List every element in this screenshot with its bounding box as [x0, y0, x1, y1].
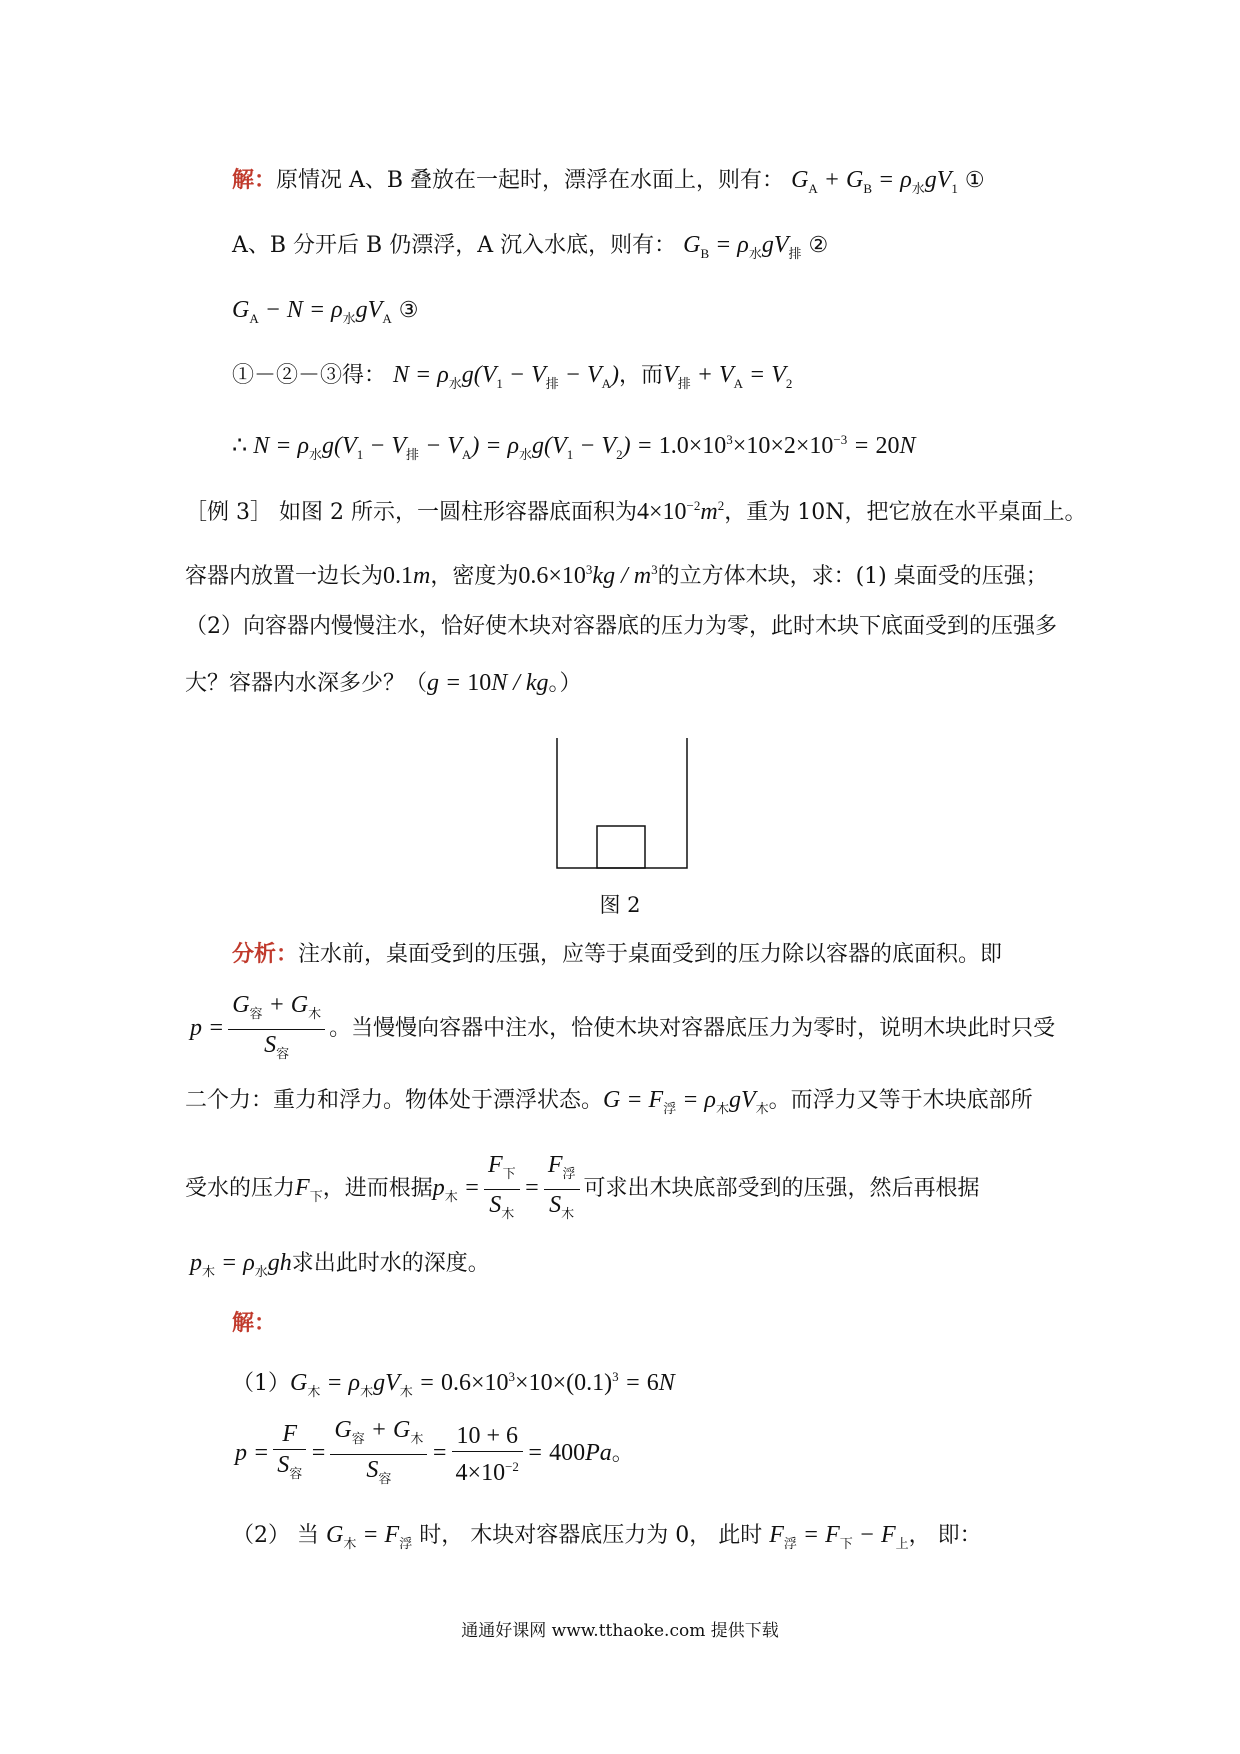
- equation-3: $G_A - N = \rho_水gV_A$: [232, 297, 392, 326]
- solution2-pressure-eq: p = $\frac{F}{S_容}$ = $\frac{G_容 + G_木}{S_容}$ = $\frac{10 + 6}{4\times 10^{-2}}$ = 400Pa: [235, 1417, 612, 1486]
- solution2-text-3c: ， 即：: [908, 1523, 982, 1548]
- equation-2: $G_B = \rho_水gV_排$: [683, 232, 802, 261]
- example-3-text-2b: ，密度为: [430, 564, 519, 589]
- analysis-text-1: 注水前，桌面受到的压强，应等于桌面受到的压力除以容器的底面积。即: [298, 942, 1003, 967]
- equation-4b: $V_排 + V_A = V_2$: [663, 362, 793, 391]
- example-3-line-4: [185, 668, 582, 699]
- analysis-line-3: [185, 1085, 1033, 1124]
- example-3-g: g = 10N / kg: [427, 670, 549, 696]
- analysis-text-3a: 二个力：重力和浮力。物体处于漂浮状态。: [185, 1088, 604, 1113]
- solution2-label-line: [232, 1308, 276, 1339]
- analysis-text-4b: ，进而根据: [322, 1175, 433, 1201]
- example-3-density: $0.6\times 10^3kg / m^3$: [518, 562, 658, 589]
- solution-text-4b: ，而: [619, 363, 664, 388]
- solution-line-3: $G_A - N = \rho_水gV_A$ ③: [232, 297, 419, 326]
- example-3-text-1a: ［例 3］ 如图 2 所示，一圆柱形容器底面积为: [185, 500, 637, 525]
- analysis-label: 分析：: [232, 941, 299, 967]
- solution2-line-1: [232, 1362, 675, 1407]
- analysis-formula-pwood: $p_木$ = $\frac{F_下}{S_木}$ = $\frac{F_浮}{S_木}$: [433, 1175, 584, 1201]
- example-3-length: 0.1m: [383, 563, 431, 589]
- example-3-line-1: [185, 491, 1086, 528]
- analysis-line-2: [190, 990, 1055, 1069]
- solution2-cond: $G_木 = F_浮$: [326, 1522, 413, 1551]
- solution-text-4: ①－②－③得：: [232, 363, 387, 388]
- example-3-text-2c: 的立方体木块，求：(1) 桌面受的压强；: [657, 564, 1048, 589]
- solution2-text-3a: （2） 当: [232, 1523, 319, 1548]
- example-3-line-3: [185, 612, 1057, 642]
- solution-line-1: 解：原情况 A、B 叠放在一起时，漂浮在水面上，则有： $G_A + G_B = \rho_水gV_1$ ①: [232, 167, 985, 196]
- solution2-text-3b: 时， 木块对容器底压力为 0， 此时: [419, 1523, 763, 1548]
- analysis-text-3b: 。而浮力又等于木块底部所: [768, 1088, 1033, 1113]
- analysis-line-4: [185, 1150, 980, 1229]
- example-3-line-2: [185, 555, 1048, 592]
- analysis-formula-g: $G = F_浮 = \rho_木gV_木$: [603, 1087, 769, 1116]
- solution-label: 解：: [232, 167, 277, 193]
- equation-5: ∴ $N = \rho_水g(V_1 - V_排 - V_A) = \rho_水g(V_1 - V_2) = 1.0\times 10^3\times 10\times 2\times 10^{-3} = 20N$: [232, 432, 916, 462]
- analysis-line-1: [232, 939, 1002, 970]
- container-outline: [557, 738, 687, 868]
- equation-4a: $N = \rho_水g(V_1 - V_排 - V_A)$: [393, 362, 620, 391]
- example-3-area: $4\times 10^{-2}m^2$: [636, 498, 725, 525]
- example-3-text-1b: ，重为 10N，把它放在水平桌面上。: [724, 500, 1087, 525]
- solution2-buoyancy: $F_浮 = F_下 - F_上$: [769, 1522, 909, 1551]
- analysis-line-5: [190, 1248, 490, 1287]
- example-3-text-3: （2）向容器内慢慢注水，恰好使木块对容器底的压力为零，此时木块下底面受到的压强多: [185, 614, 1058, 639]
- solution-text-2: A、B 分开后 B 仍漂浮，A 沉入水底，则有：: [232, 233, 677, 258]
- solution2-part-1-label: （1）: [232, 1371, 290, 1396]
- analysis-text-4c: 可求出木块底部受到的压强，然后再根据: [583, 1175, 980, 1201]
- example-3-text-4a: 大？容器内水深多少？（: [185, 671, 428, 696]
- figure-caption: 图 2: [599, 893, 641, 917]
- solution-line-2: A、B 分开后 B 仍漂浮，A 沉入水底，则有： $G_B = \rho_水gV_排$ ②: [232, 232, 829, 261]
- footer-text: 通通好课网 www.tthaoke.com 提供下载: [461, 1621, 779, 1641]
- analysis-formula-p: p = $\frac{G_容 + G_木}{S_容}$: [190, 1015, 329, 1041]
- analysis-text-2: 。当慢慢向容器中注水，恰使木块对容器底压力为零时，说明木块此时只受: [329, 1015, 1056, 1041]
- analysis-formula-depth: $p_木 = \rho_水gh$: [190, 1250, 292, 1279]
- solution-line-5: [232, 425, 915, 470]
- analysis-text-4a: 受水的压力: [185, 1175, 296, 1201]
- solution-text-1: 原情况 A、B 叠放在一起时，漂浮在水面上，则有：: [276, 168, 785, 193]
- example-3-text-2a: 容器内放置一边长为: [185, 564, 384, 589]
- solution-line-4: [232, 360, 792, 399]
- solution2-label: 解：: [232, 1310, 277, 1336]
- solution2-line-3: [232, 1520, 982, 1559]
- equation-1: $G_A + G_B = \rho_水gV_1$: [791, 167, 958, 196]
- wooden-block: [597, 826, 645, 868]
- container-figure: [555, 738, 690, 873]
- example-3-text-4b: 。）: [548, 671, 582, 696]
- analysis-text-5: 求出此时水的深度。: [291, 1251, 490, 1276]
- solution2-weight-eq: $G_木 = \rho_木gV_木 = 0.6\times 10^3\times 10\times(0.1)^3 = 6N$: [290, 1369, 675, 1399]
- solution2-line-2: p = $\frac{F}{S_容}$ = $\frac{G_容 + G_木}{S_容}$ = $\frac{10 + 6}{4\times 10^{-2}}$ = 400Pa。: [235, 1417, 634, 1486]
- analysis-force-down: $F_下$: [295, 1174, 323, 1204]
